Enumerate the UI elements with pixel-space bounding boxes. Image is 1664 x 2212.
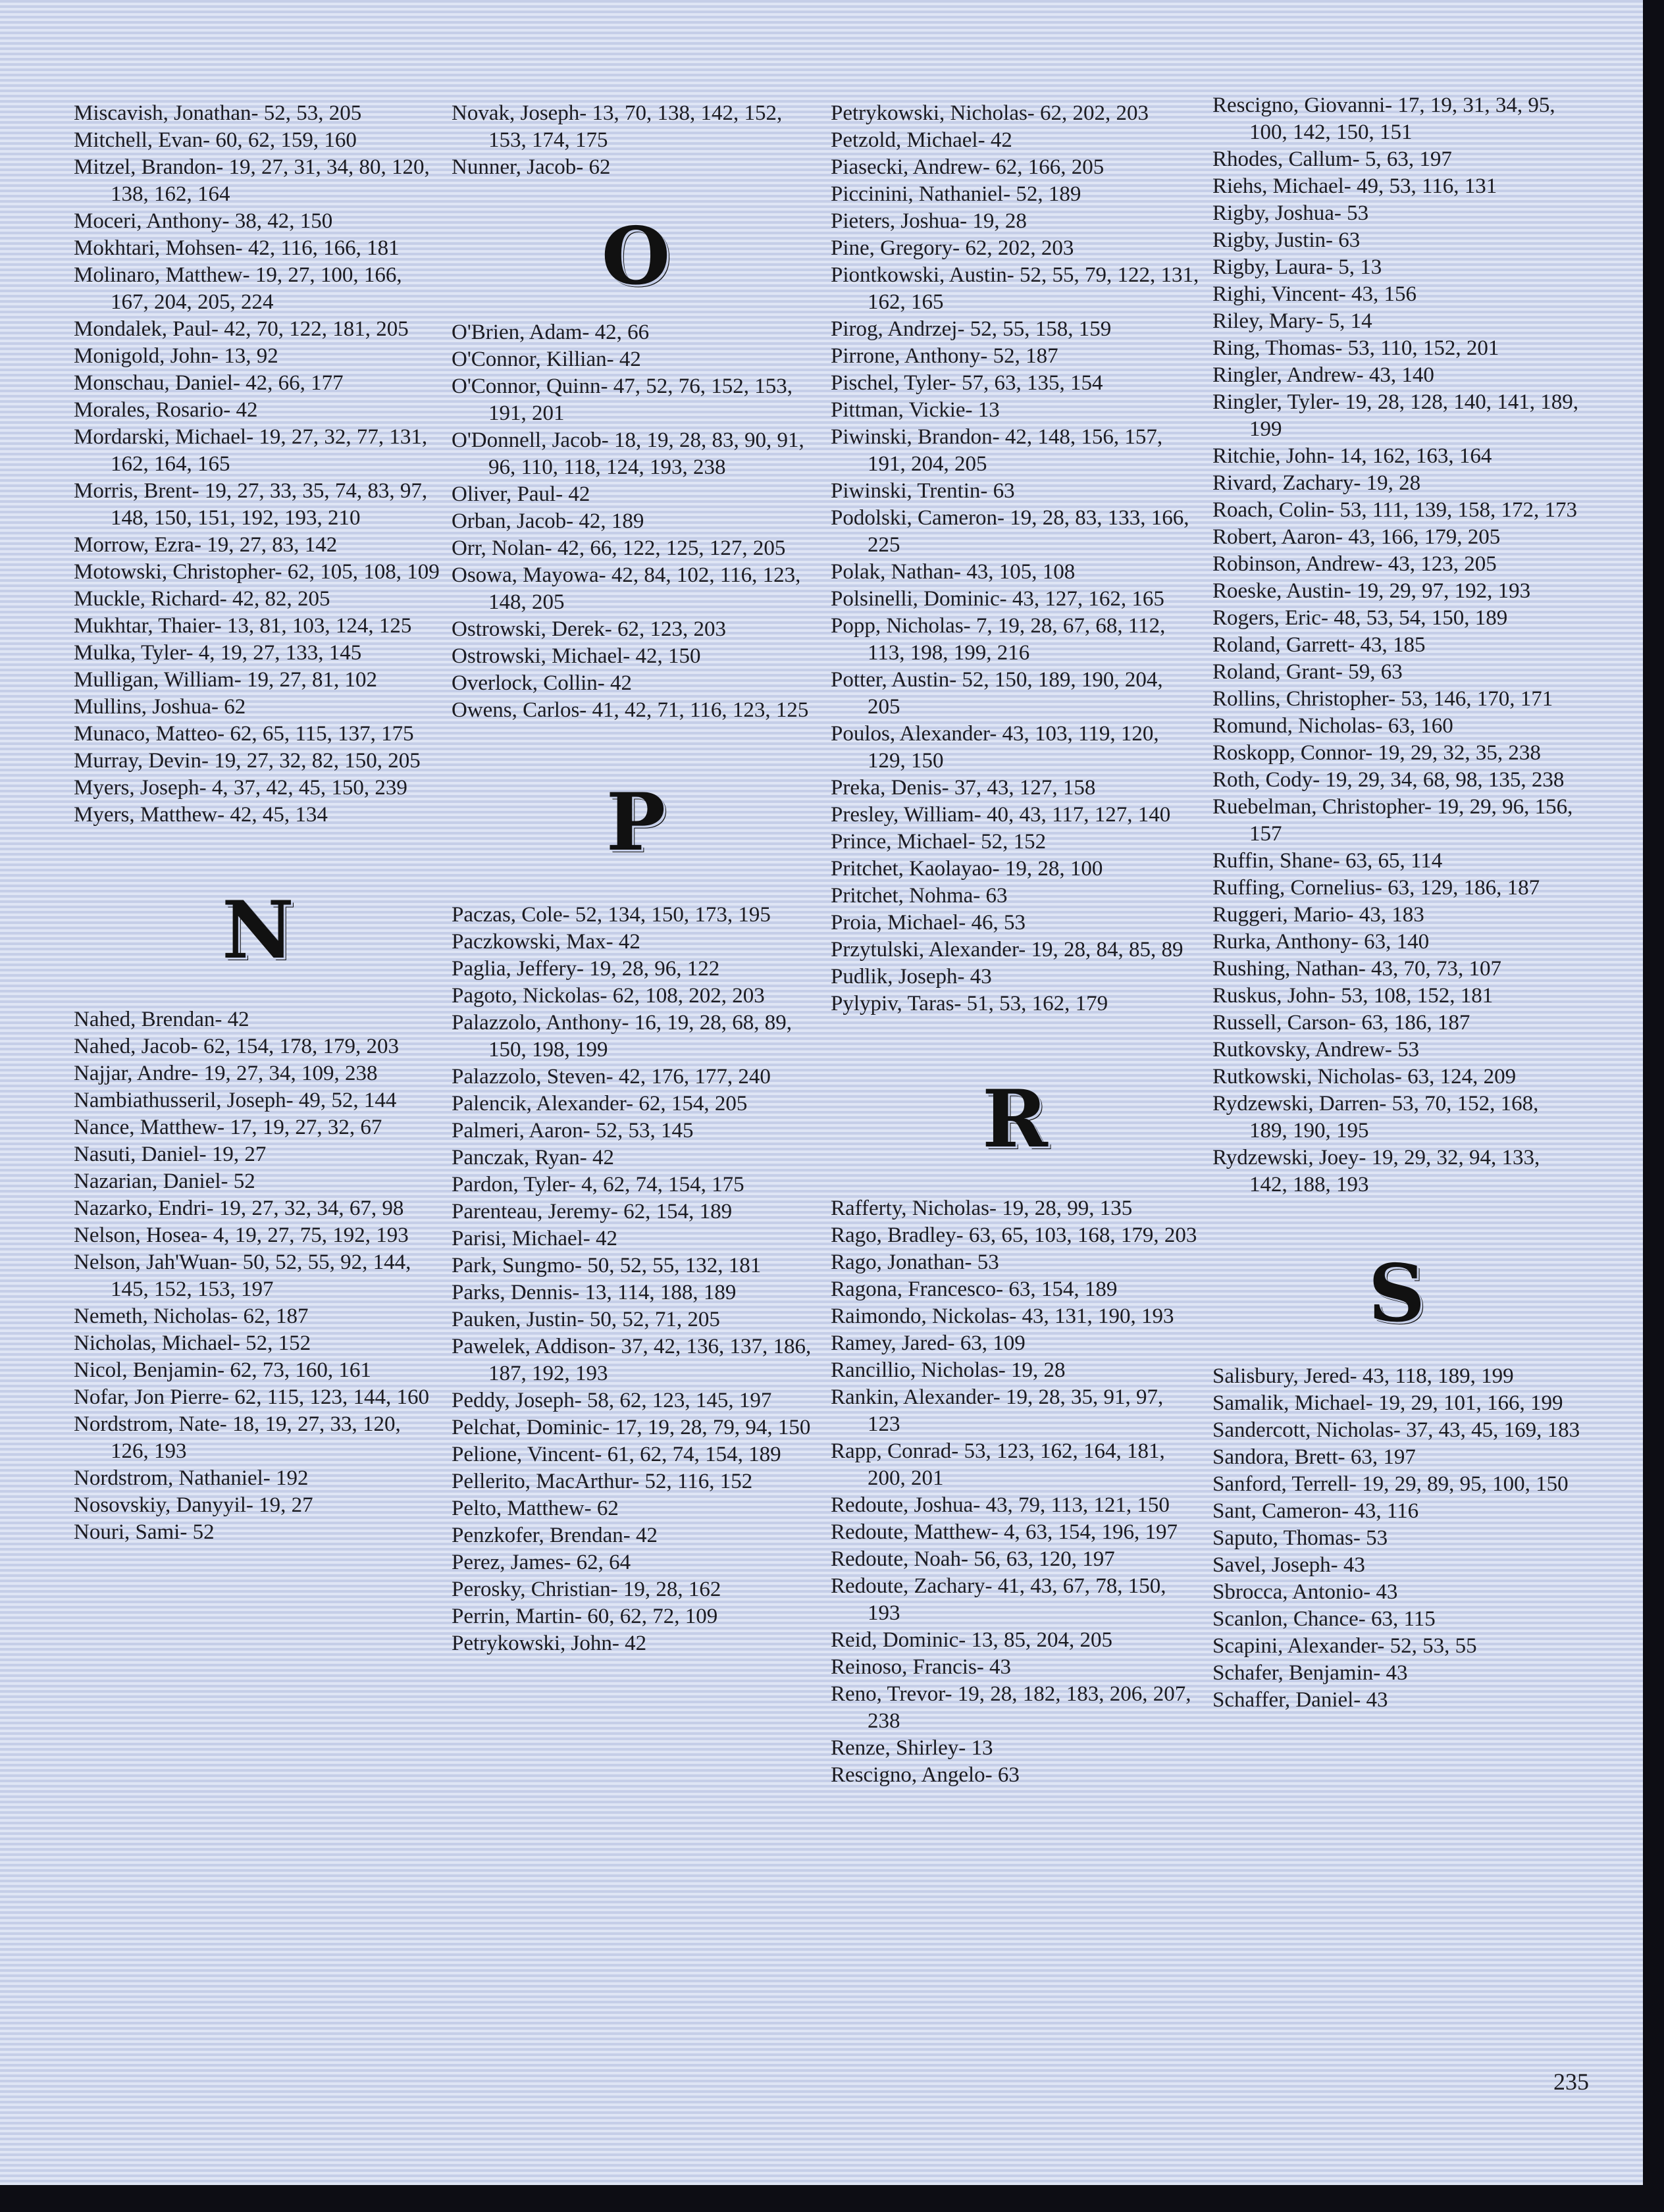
- index-entry: Roach, Colin- 53, 111, 139, 158, 172, 173: [1212, 498, 1577, 522]
- index-entry: Rurka, Anthony- 63, 140: [1212, 930, 1430, 954]
- index-entry: Roeske, Austin- 19, 29, 97, 192, 193: [1212, 579, 1531, 603]
- index-entry: Ramey, Jared- 63, 109: [831, 1331, 1026, 1355]
- index-entry: Moceri, Anthony- 38, 42, 150: [74, 209, 333, 233]
- index-entry: Overlock, Collin- 42: [452, 671, 633, 695]
- index-entry: Rafferty, Nicholas- 19, 28, 99, 135: [831, 1196, 1133, 1220]
- index-entry: Mondalek, Paul- 42, 70, 122, 181, 205: [74, 317, 409, 341]
- index-entry: Rhodes, Callum- 5, 63, 197: [1212, 147, 1452, 171]
- index-entry: Piwinski, Trentin- 63: [831, 479, 1015, 503]
- index-entry: Rapp, Conrad- 53, 123, 162, 164, 181, 200, 201: [831, 1439, 1165, 1490]
- index-entry: Pieters, Joshua- 19, 28: [831, 209, 1027, 233]
- index-entry: Scanlon, Chance- 63, 115: [1212, 1607, 1436, 1631]
- index-entry: Reinoso, Francis- 43: [831, 1655, 1012, 1679]
- index-column-4: [1212, 92, 1581, 1714]
- index-entry: Nemeth, Nicholas- 62, 187: [74, 1304, 309, 1328]
- index-entry: Proia, Michael- 46, 53: [831, 911, 1026, 935]
- index-entry: Paczkowski, Max- 42: [452, 930, 640, 954]
- index-entry: Popp, Nicholas- 7, 19, 28, 67, 68, 112, 113, 198, 199, 216: [831, 614, 1166, 665]
- index-entry: Redoute, Zachary- 41, 43, 67, 78, 150, 193: [831, 1574, 1166, 1625]
- index-entry: Ritchie, John- 14, 162, 163, 164: [1212, 444, 1492, 468]
- index-entry: Sanford, Terrell- 19, 29, 89, 95, 100, 150: [1212, 1472, 1569, 1496]
- index-column-3: [831, 100, 1199, 1789]
- index-entry: Roland, Grant- 59, 63: [1212, 660, 1403, 684]
- index-entry: Schaffer, Daniel- 43: [1212, 1688, 1388, 1712]
- section-letter-n: N: [222, 884, 294, 977]
- index-entry: Rogers, Eric- 48, 53, 54, 150, 189: [1212, 606, 1508, 630]
- index-entry: Morris, Brent- 19, 27, 33, 35, 74, 83, 97, 148, 150, 151, 192, 193, 210: [74, 479, 428, 530]
- index-entry: Nazarian, Daniel- 52: [74, 1170, 255, 1193]
- index-entry: Savel, Joseph- 43: [1212, 1553, 1365, 1577]
- index-entry: Monigold, John- 13, 92: [74, 344, 278, 368]
- index-entry: Pritchet, Nohma- 63: [831, 884, 1008, 908]
- index-entry: Park, Sungmo- 50, 52, 55, 132, 181: [452, 1254, 762, 1277]
- index-entry: Morrow, Ezra- 19, 27, 83, 142: [74, 533, 338, 557]
- index-entry: Nambiathusseril, Joseph- 49, 52, 144: [74, 1089, 397, 1112]
- index-entry: Sbrocca, Antonio- 43: [1212, 1580, 1398, 1604]
- index-entry: Nahed, Jacob- 62, 154, 178, 179, 203: [74, 1035, 400, 1058]
- index-entry: Piwinski, Brandon- 42, 148, 156, 157, 191, 204, 205: [831, 425, 1163, 476]
- index-entry: Rigby, Joshua- 53: [1212, 201, 1369, 225]
- index-entry: Palazzolo, Steven- 42, 176, 177, 240: [452, 1065, 771, 1089]
- scan-border-bottom: [0, 2185, 1664, 2212]
- index-entry: Nofar, Jon Pierre- 62, 115, 123, 144, 160: [74, 1385, 430, 1409]
- index-entry: Ragona, Francesco- 63, 154, 189: [831, 1277, 1118, 1301]
- index-entry: Nelson, Hosea- 4, 19, 27, 75, 192, 193: [74, 1223, 409, 1247]
- index-entry: Ringler, Andrew- 43, 140: [1212, 363, 1434, 387]
- index-entry: Parisi, Michael- 42: [452, 1227, 618, 1250]
- index-entry: Mullins, Joshua- 62: [74, 695, 246, 719]
- index-entry: Nordstrom, Nathaniel- 192: [74, 1466, 309, 1490]
- index-entry: Mordarski, Michael- 19, 27, 32, 77, 131, 162, 164, 165: [74, 425, 428, 476]
- index-entry: Nordstrom, Nate- 18, 19, 27, 33, 120, 126, 193: [74, 1412, 401, 1463]
- index-entry: Przytulski, Alexander- 19, 28, 84, 85, 89: [831, 938, 1183, 962]
- index-entry: Nance, Matthew- 17, 19, 27, 32, 67: [74, 1116, 382, 1139]
- index-entry: O'Donnell, Jacob- 18, 19, 28, 83, 90, 91, 96, 110, 118, 124, 193, 238: [452, 428, 804, 479]
- index-entry: Paglia, Jeffery- 19, 28, 96, 122: [452, 957, 720, 981]
- index-entry: Ruebelman, Christopher- 19, 29, 96, 156, 157: [1212, 795, 1573, 846]
- index-entry: Rydzewski, Darren- 53, 70, 152, 168, 189, 190, 195: [1212, 1092, 1539, 1143]
- page-number: 235: [1553, 2069, 1589, 2095]
- index-entry: Redoute, Matthew- 4, 63, 154, 196, 197: [831, 1520, 1178, 1544]
- index-entry: Rankin, Alexander- 19, 28, 35, 91, 97, 123: [831, 1385, 1164, 1436]
- index-entry: Munaco, Matteo- 62, 65, 115, 137, 175: [74, 722, 414, 746]
- index-entry: Rushing, Nathan- 43, 70, 73, 107: [1212, 957, 1502, 981]
- index-entry: Pine, Gregory- 62, 202, 203: [831, 236, 1074, 260]
- index-entry: Reno, Trevor- 19, 28, 182, 183, 206, 207, 238: [831, 1682, 1191, 1733]
- index-entry: Roth, Cody- 19, 29, 34, 68, 98, 135, 238: [1212, 768, 1565, 792]
- index-entry: Salisbury, Jered- 43, 118, 189, 199: [1212, 1364, 1514, 1388]
- index-entry: Presley, William- 40, 43, 117, 127, 140: [831, 803, 1171, 827]
- index-entry: Pawelek, Addison- 37, 42, 136, 137, 186, 187, 192, 193: [452, 1335, 812, 1385]
- index-entry: Riehs, Michael- 49, 53, 116, 131: [1212, 174, 1497, 198]
- index-entry: Ruffin, Shane- 63, 65, 114: [1212, 849, 1443, 873]
- index-entry: Nosovskiy, Danyyil- 19, 27: [74, 1493, 313, 1517]
- index-entry: Petzold, Michael- 42: [831, 128, 1012, 152]
- index-entry: Piasecki, Andrew- 62, 166, 205: [831, 155, 1105, 179]
- index-entry: Romund, Nicholas- 63, 160: [1212, 714, 1453, 738]
- index-entry: Polak, Nathan- 43, 105, 108: [831, 560, 1076, 584]
- index-entry: Ruskus, John- 53, 108, 152, 181: [1212, 984, 1494, 1008]
- index-entry: Raimondo, Nickolas- 43, 131, 190, 193: [831, 1304, 1174, 1328]
- index-entry: Pardon, Tyler- 4, 62, 74, 154, 175: [452, 1173, 744, 1196]
- index-entry: Mulka, Tyler- 4, 19, 27, 133, 145: [74, 641, 362, 665]
- index-entry: Monschau, Daniel- 42, 66, 177: [74, 371, 344, 395]
- index-entry: Mokhtari, Mohsen- 42, 116, 166, 181: [74, 236, 400, 260]
- index-entry: Ruggeri, Mario- 43, 183: [1212, 903, 1424, 927]
- index-entry: Oliver, Paul- 42: [452, 482, 590, 506]
- index-entry: Prince, Michael- 52, 152: [831, 830, 1047, 854]
- index-entry: Sant, Cameron- 43, 116: [1212, 1499, 1419, 1523]
- index-entry: Podolski, Cameron- 19, 28, 83, 133, 166, 225: [831, 506, 1189, 557]
- index-entry: Nazarko, Endri- 19, 27, 32, 34, 67, 98: [74, 1196, 404, 1220]
- index-entry: Pischel, Tyler- 57, 63, 135, 154: [831, 371, 1103, 395]
- index-entry: Mukhtar, Thaier- 13, 81, 103, 124, 125: [74, 614, 412, 638]
- index-entry: Sandercott, Nicholas- 37, 43, 45, 169, 183: [1212, 1418, 1580, 1442]
- index-entry: Robinson, Andrew- 43, 123, 205: [1212, 552, 1497, 576]
- index-entry: Rutkovsky, Andrew- 53: [1212, 1038, 1420, 1062]
- index-entry: Rago, Jonathan- 53: [831, 1250, 999, 1274]
- index-entry: Parenteau, Jeremy- 62, 154, 189: [452, 1200, 733, 1223]
- index-entry: Palencik, Alexander- 62, 154, 205: [452, 1092, 748, 1116]
- index-entry: Rigby, Justin- 63: [1212, 228, 1361, 252]
- index-entry: Ostrowski, Derek- 62, 123, 203: [452, 617, 727, 641]
- index-entry: Orr, Nolan- 42, 66, 122, 125, 127, 205: [452, 536, 786, 560]
- index-entry: O'Brien, Adam- 42, 66: [452, 321, 650, 344]
- index-entry: Nelson, Jah'Wuan- 50, 52, 55, 92, 144, 145, 152, 153, 197: [74, 1250, 411, 1301]
- index-entry: Polsinelli, Dominic- 43, 127, 162, 165: [831, 587, 1164, 611]
- scan-border-right: [1643, 0, 1664, 2212]
- index-entry: Owens, Carlos- 41, 42, 71, 116, 123, 125: [452, 698, 809, 722]
- section-letter-s: S: [1368, 1247, 1426, 1340]
- index-entry: Ostrowski, Michael- 42, 150: [452, 644, 701, 668]
- index-entry: Pelchat, Dominic- 17, 19, 28, 79, 94, 150: [452, 1416, 811, 1439]
- index-entry: O'Connor, Killian- 42: [452, 347, 641, 371]
- index-entry: Rollins, Christopher- 53, 146, 170, 171: [1212, 687, 1553, 711]
- index-entry: Robert, Aaron- 43, 166, 179, 205: [1212, 525, 1501, 549]
- index-entry: Renze, Shirley- 13: [831, 1736, 993, 1760]
- index-entry: Rivard, Zachary- 19, 28: [1212, 471, 1421, 495]
- index-entry: Pittman, Vickie- 13: [831, 398, 1000, 422]
- index-entry: Pellerito, MacArthur- 52, 116, 152: [452, 1470, 753, 1493]
- index-entry: Nouri, Sami- 52: [74, 1520, 215, 1544]
- index-entry: Pauken, Justin- 50, 52, 71, 205: [452, 1308, 720, 1331]
- index-entry: Sandora, Brett- 63, 197: [1212, 1445, 1416, 1469]
- index-entry: Ring, Thomas- 53, 110, 152, 201: [1212, 336, 1499, 360]
- index-entry: Najjar, Andre- 19, 27, 34, 109, 238: [74, 1062, 378, 1085]
- section-letter-p: P: [606, 776, 666, 869]
- index-entry: Piontkowski, Austin- 52, 55, 79, 122, 131, 162, 165: [831, 263, 1199, 314]
- index-entry: Nasuti, Daniel- 19, 27: [74, 1143, 267, 1166]
- index-entry: Parks, Dennis- 13, 114, 188, 189: [452, 1281, 737, 1304]
- index-entry: Nahed, Brendan- 42: [74, 1008, 249, 1031]
- index-entry: Miscavish, Jonathan- 52, 53, 205: [74, 101, 362, 125]
- index-entry: Orban, Jacob- 42, 189: [452, 509, 644, 533]
- index-entry: Perosky, Christian- 19, 28, 162: [452, 1578, 721, 1601]
- index-entry: Righi, Vincent- 43, 156: [1212, 282, 1417, 306]
- index-entry: Preka, Denis- 37, 43, 127, 158: [831, 776, 1096, 800]
- index-entry: Pylypiv, Taras- 51, 53, 162, 179: [831, 992, 1108, 1016]
- index-entry: Peddy, Joseph- 58, 62, 123, 145, 197: [452, 1389, 772, 1412]
- index-entry: Riley, Mary- 5, 14: [1212, 309, 1372, 333]
- index-column-1: [74, 100, 442, 1546]
- index-entry: Penzkofer, Brendan- 42: [452, 1524, 658, 1547]
- index-entry: Rescigno, Giovanni- 17, 19, 31, 34, 95, 100, 142, 150, 151: [1212, 93, 1555, 144]
- index-entry: Ruffing, Cornelius- 63, 129, 186, 187: [1212, 876, 1540, 900]
- index-entry: Pagoto, Nickolas- 62, 108, 202, 203: [452, 984, 765, 1008]
- index-entry: Rescigno, Angelo- 63: [831, 1763, 1020, 1787]
- section-letter-r: R: [982, 1073, 1048, 1166]
- index-entry: Rydzewski, Joey- 19, 29, 32, 94, 133, 142, 188, 193: [1212, 1146, 1540, 1196]
- index-entry: Rigby, Laura- 5, 13: [1212, 255, 1382, 279]
- index-entry: Nicholas, Michael- 52, 152: [74, 1331, 311, 1355]
- index-entry: Russell, Carson- 63, 186, 187: [1212, 1011, 1470, 1035]
- index-entry: Roskopp, Connor- 19, 29, 32, 35, 238: [1212, 741, 1541, 765]
- index-entry: Petrykowski, Nicholas- 62, 202, 203: [831, 101, 1149, 125]
- index-entry: Pritchet, Kaolayao- 19, 28, 100: [831, 857, 1103, 881]
- index-entry: Perez, James- 62, 64: [452, 1551, 631, 1574]
- index-column-2: [452, 100, 820, 1657]
- index-entry: Ringler, Tyler- 19, 28, 128, 140, 141, 189, 199: [1212, 390, 1579, 441]
- index-entry: Panczak, Ryan- 42: [452, 1146, 615, 1170]
- index-entry: Paczas, Cole- 52, 134, 150, 173, 195: [452, 903, 771, 927]
- index-entry: Novak, Joseph- 13, 70, 138, 142, 152, 153, 174, 175: [452, 101, 783, 152]
- index-entry: Piccinini, Nathaniel- 52, 189: [831, 182, 1081, 206]
- index-entry: Morales, Rosario- 42: [74, 398, 258, 422]
- index-entry: Schafer, Benjamin- 43: [1212, 1661, 1408, 1685]
- index-entry: O'Connor, Quinn- 47, 52, 76, 152, 153, 191, 201: [452, 374, 793, 425]
- index-entry: Rago, Bradley- 63, 65, 103, 168, 179, 203: [831, 1223, 1197, 1247]
- index-entry: Perrin, Martin- 60, 62, 72, 109: [452, 1605, 718, 1628]
- index-entry: Molinaro, Matthew- 19, 27, 100, 166, 167, 204, 205, 224: [74, 263, 402, 314]
- index-entry: Scapini, Alexander- 52, 53, 55: [1212, 1634, 1477, 1658]
- index-entry: Pelto, Matthew- 62: [452, 1497, 619, 1520]
- index-entry: Petrykowski, John- 42: [452, 1632, 647, 1655]
- index-entry: Murray, Devin- 19, 27, 32, 82, 150, 205: [74, 749, 421, 773]
- index-entry: Palazzolo, Anthony- 16, 19, 28, 68, 89, 150, 198, 199: [452, 1011, 792, 1062]
- index-entry: Reid, Dominic- 13, 85, 204, 205: [831, 1628, 1113, 1652]
- index-entry: Rutkowski, Nicholas- 63, 124, 209: [1212, 1065, 1517, 1089]
- index-entry: Potter, Austin- 52, 150, 189, 190, 204, 205: [831, 668, 1163, 719]
- index-entry: Mulligan, William- 19, 27, 81, 102: [74, 668, 377, 692]
- index-entry: Rancillio, Nicholas- 19, 28: [831, 1358, 1066, 1382]
- index-entry: Samalik, Michael- 19, 29, 101, 166, 199: [1212, 1391, 1563, 1415]
- index-entry: Myers, Joseph- 4, 37, 42, 45, 150, 239: [74, 776, 407, 800]
- index-entry: Nunner, Jacob- 62: [452, 155, 611, 179]
- index-entry: Pudlik, Joseph- 43: [831, 965, 992, 989]
- index-entry: Muckle, Richard- 42, 82, 205: [74, 587, 330, 611]
- index-entry: Poulos, Alexander- 43, 103, 119, 120, 129, 150: [831, 722, 1159, 773]
- index-entry: Pelione, Vincent- 61, 62, 74, 154, 189: [452, 1443, 781, 1466]
- index-entry: Motowski, Christopher- 62, 105, 108, 109: [74, 560, 440, 584]
- index-entry: Nicol, Benjamin- 62, 73, 160, 161: [74, 1358, 371, 1382]
- index-entry: Osowa, Mayowa- 42, 84, 102, 116, 123, 148, 205: [452, 563, 801, 614]
- index-entry: Mitchell, Evan- 60, 62, 159, 160: [74, 128, 357, 152]
- index-entry: Pirog, Andrzej- 52, 55, 158, 159: [831, 317, 1112, 341]
- index-entry: Pirrone, Anthony- 52, 187: [831, 344, 1058, 368]
- section-letter-o: O: [601, 210, 671, 303]
- index-entry: Mitzel, Brandon- 19, 27, 31, 34, 80, 120, 138, 162, 164: [74, 155, 430, 206]
- index-entry: Redoute, Joshua- 43, 79, 113, 121, 150: [831, 1493, 1170, 1517]
- index-entry: Myers, Matthew- 42, 45, 134: [74, 803, 328, 827]
- index-entry: Palmeri, Aaron- 52, 53, 145: [452, 1119, 694, 1143]
- index-entry: Roland, Garrett- 43, 185: [1212, 633, 1426, 657]
- index-entry: Saputo, Thomas- 53: [1212, 1526, 1388, 1550]
- index-entry: Redoute, Noah- 56, 63, 120, 197: [831, 1547, 1115, 1571]
